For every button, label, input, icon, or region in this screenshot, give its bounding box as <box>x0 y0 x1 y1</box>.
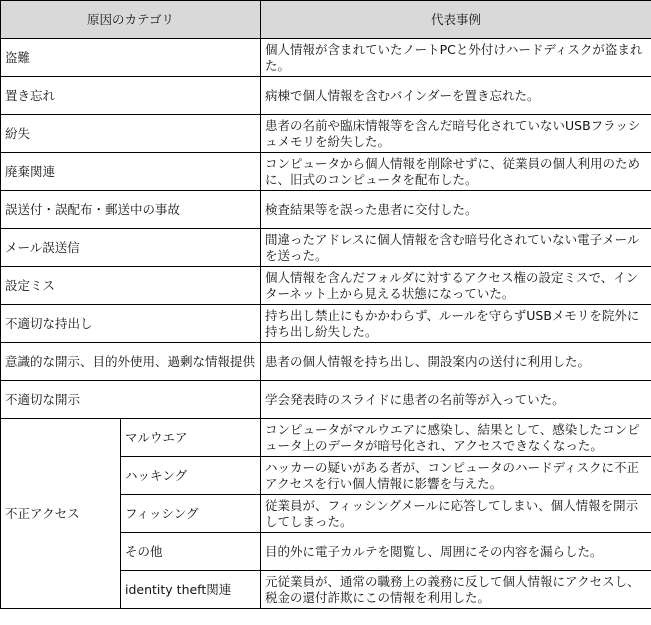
table-row <box>1 115 651 153</box>
example-cell: 持ち出し禁止にもかかわらず、ルールを守らずUSBメモリを院外に持ち出し紛失した。 <box>261 305 651 343</box>
subcategory-cell: ハッキング <box>121 457 261 495</box>
example-cell: 個人情報が含まれていたノートPCと外付けハードディスクが盗まれた。 <box>261 39 651 77</box>
subcategory-cell: identity theft関連 <box>121 571 261 609</box>
example-cell: 元従業員が、通常の職務上の義務に反して個人情報にアクセスし、税金の還付詐欺にこの情報を利用した。 <box>261 571 651 609</box>
table-row <box>1 267 651 305</box>
example-cell: 学会発表時のスライドに患者の名前等が入っていた。 <box>261 381 651 419</box>
table-row <box>1 305 651 343</box>
table-row <box>1 343 651 381</box>
header-example: 代表事例 <box>261 1 651 39</box>
table-row <box>1 39 651 77</box>
category-cell: 盗難 <box>1 39 261 77</box>
table-row <box>1 381 651 419</box>
subcategory-cell: フィッシング <box>121 495 261 533</box>
example-cell: ハッカーの疑いがある者が、コンピュータのハードディスクに不正アクセスを行い個人情報に影響を与えた。 <box>261 457 651 495</box>
subcategory-cell: その他 <box>121 533 261 571</box>
table-row <box>1 77 651 115</box>
example-cell: 個人情報を含んだフォルダに対するアクセス権の設定ミスで、インターネット上から見える状態になっていた。 <box>261 267 651 305</box>
category-cell: 置き忘れ <box>1 77 261 115</box>
subcategory-cell: マルウエア <box>121 419 261 457</box>
example-cell: 患者の個人情報を持ち出し、開設案内の送付に利用した。 <box>261 343 651 381</box>
example-cell: コンピュータから個人情報を削除せずに、従業員の個人利用のために、旧式のコンピュータを配布した。 <box>261 153 651 191</box>
category-cell: 設定ミス <box>1 267 261 305</box>
example-cell: 病棟で個人情報を含むバインダーを置き忘れた。 <box>261 77 651 115</box>
table-row <box>1 229 651 267</box>
example-cell: 間違ったアドレスに個人情報を含む暗号化されていない電子メールを送った。 <box>261 229 651 267</box>
example-cell: 目的外に電子カルテを閲覧し、周囲にその内容を漏らした。 <box>261 533 651 571</box>
example-cell: コンピュータがマルウエアに感染し、結果として、感染したコンピュータ上のデータが暗号化され、アクセスできなくなった。 <box>261 419 651 457</box>
table-row <box>1 191 651 229</box>
table-row <box>1 153 651 191</box>
category-cell: 不適切な持出し <box>1 305 261 343</box>
category-cell: メール誤送信 <box>1 229 261 267</box>
example-cell: 患者の名前や臨床情報等を含んだ暗号化されていないUSBフラッシュメモリを紛失した。 <box>261 115 651 153</box>
example-cell: 従業員が、フィッシングメールに応答してしまい、個人情報を開示してしまった。 <box>261 495 651 533</box>
header-category: 原因のカテゴリ <box>1 1 261 39</box>
header-row <box>1 1 651 39</box>
table-row <box>1 419 651 457</box>
category-cell: 紛失 <box>1 115 261 153</box>
example-cell: 検査結果等を誤った患者に交付した。 <box>261 191 651 229</box>
category-cell: 意識的な開示、目的外使用、過剰な情報提供 <box>1 343 261 381</box>
category-cell: 廃棄関連 <box>1 153 261 191</box>
category-cell: 誤送付・誤配布・郵送中の事故 <box>1 191 261 229</box>
category-cell: 不適切な開示 <box>1 381 261 419</box>
category-cell-unauthorized-access: 不正アクセス <box>1 419 121 609</box>
